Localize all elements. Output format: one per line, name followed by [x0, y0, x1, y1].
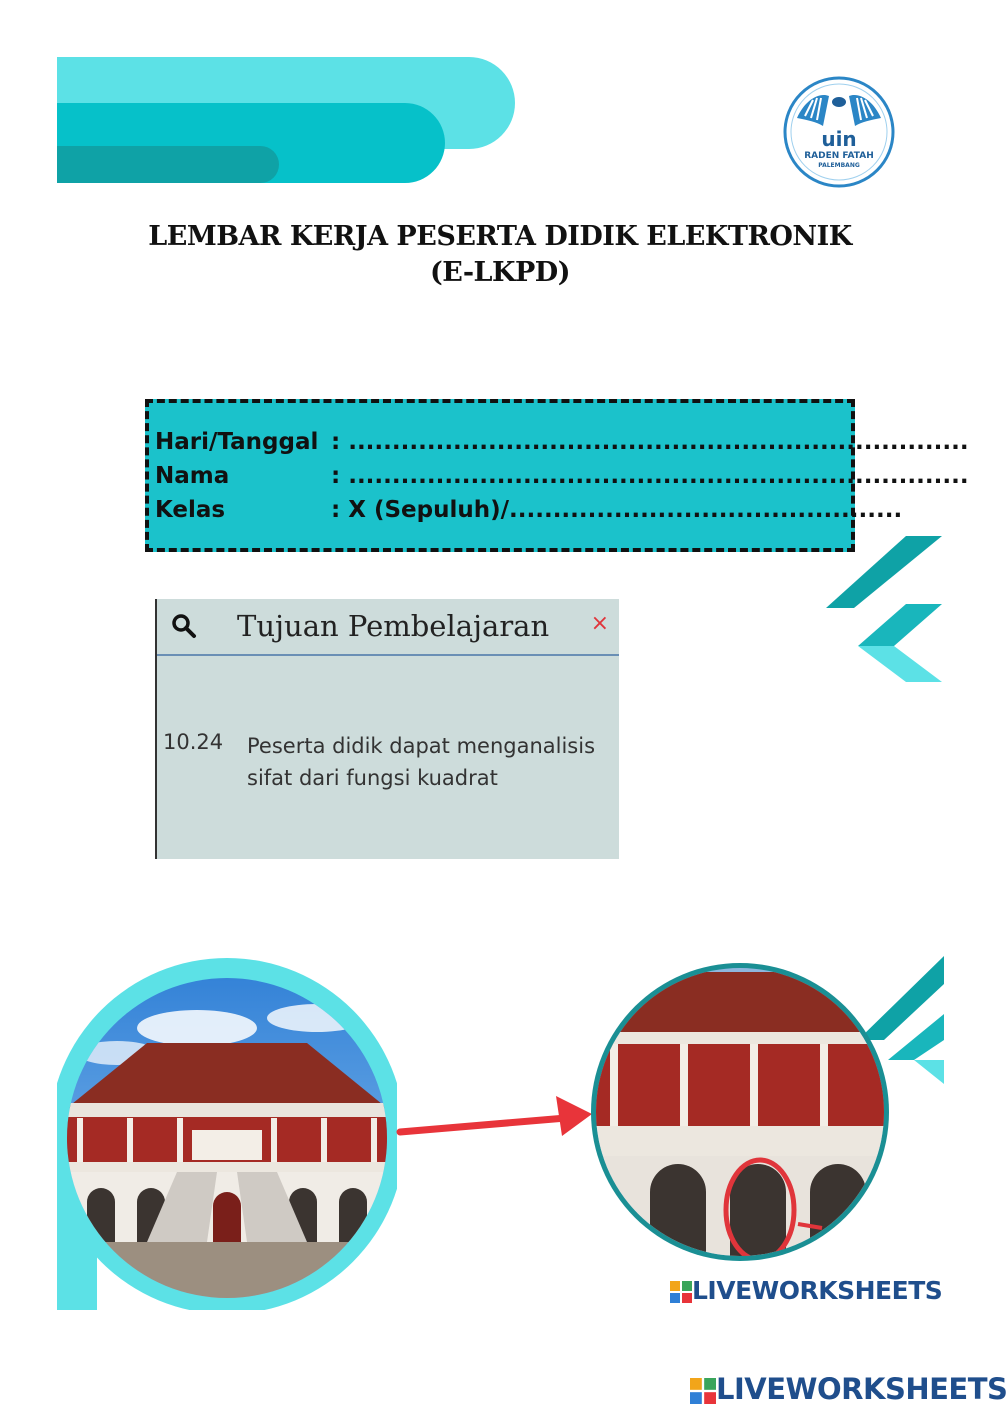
- identity-box: [145, 399, 969, 552]
- close-icon[interactable]: ×: [590, 611, 609, 636]
- brand-logo-inner: [670, 1276, 942, 1305]
- svg-text:uin: uin: [821, 127, 857, 151]
- svg-text:PALEMBANG: PALEMBANG: [818, 162, 860, 169]
- identity-label: Kelas: [155, 497, 226, 523]
- panel-title: Tujuan Pembelajaran: [237, 609, 550, 643]
- identity-row-date[interactable]: [155, 429, 969, 463]
- panel-header: [157, 599, 619, 656]
- identity-row-name[interactable]: [155, 463, 969, 497]
- objective-number: 10.24: [163, 730, 224, 754]
- identity-row-class[interactable]: [155, 497, 903, 531]
- identity-label: Hari/Tanggal: [155, 429, 319, 455]
- page-title-line1: LEMBAR KERJA PESERTA DIDIK ELEKTRONIK: [148, 221, 852, 252]
- identity-value: : X (Sepuluh)/.............................................: [331, 497, 903, 523]
- brand-mark-icon: [670, 1281, 692, 1303]
- svg-text:RADEN FATAH: RADEN FATAH: [804, 151, 874, 161]
- decor-chevron-middle: [822, 536, 944, 684]
- identity-value: : .......................................................................: [331, 463, 969, 489]
- brand-mark-icon: [690, 1378, 716, 1404]
- decor-stripe-dark: [57, 146, 279, 183]
- building-photo-full: [57, 958, 397, 1310]
- brand-logo-footer[interactable]: [690, 1372, 1007, 1406]
- learning-objective-panel: [155, 599, 619, 859]
- uin-logo: [783, 76, 895, 188]
- search-icon[interactable]: [171, 613, 197, 639]
- identity-label: Nama: [155, 463, 230, 489]
- building-photo-zoom: [590, 962, 890, 1262]
- objective-text: Peserta didik dapat menganalisis sifat dari fungsi kuadrat: [247, 734, 596, 790]
- brand-name: LIVEWORKSHEETS: [692, 1276, 943, 1305]
- arrow-right-icon: [396, 1092, 594, 1142]
- page-title-line2: (E-LKPD): [429, 257, 570, 288]
- identity-value: : .......................................................................: [331, 429, 969, 455]
- brand-name: LIVEWORKSHEETS: [716, 1372, 1007, 1406]
